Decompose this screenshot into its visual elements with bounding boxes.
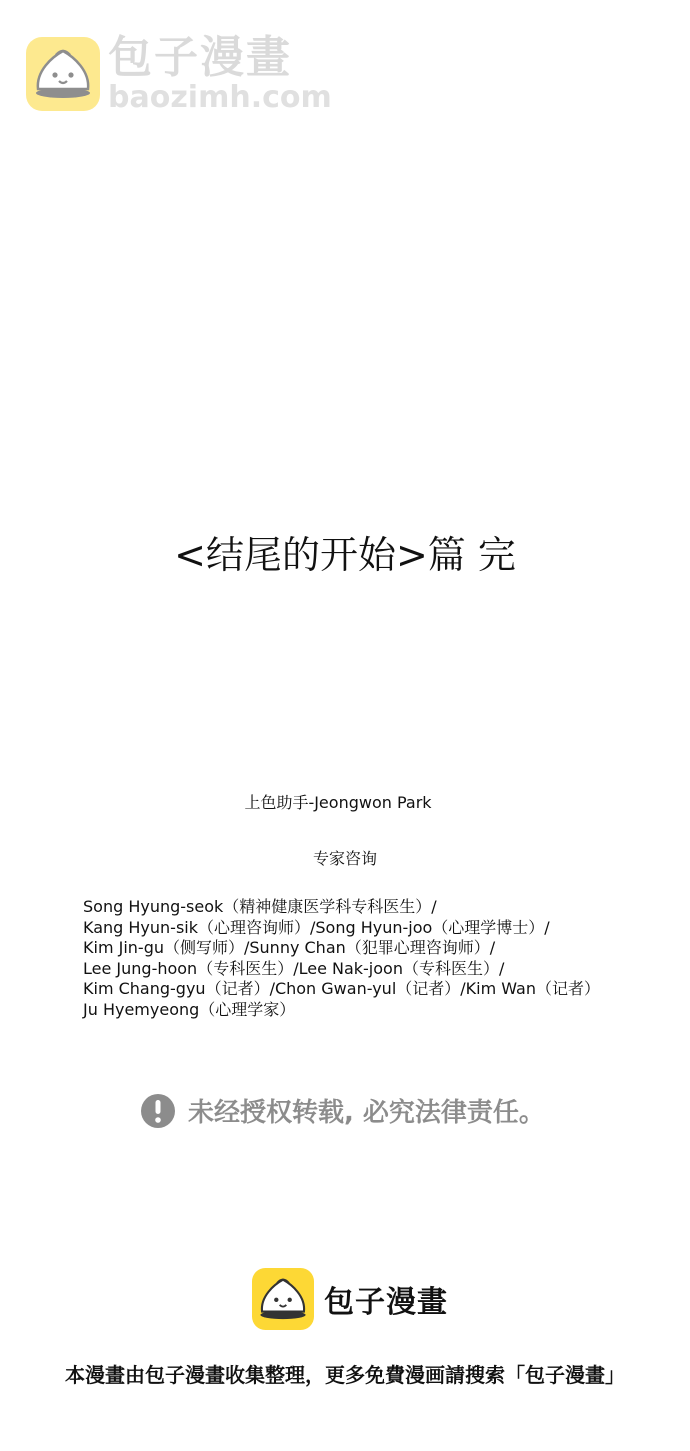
consultant-credits — [83, 897, 683, 1020]
credit-line: Song Hyung-seok（精神健康医学科专科医生）/ — [83, 897, 437, 916]
exclamation-circle-icon — [140, 1093, 176, 1129]
brand-logo — [252, 1268, 448, 1330]
credit-line: Lee Jung-hoon（专科医生）/Lee Nak-joon（专科医生）/ — [83, 958, 505, 978]
credit-line: Kim Chang-gyu（记者）/Chon Gwan-yul（记者）/Kim Wan（记者） — [83, 979, 601, 998]
credit-line: Kim Jin-gu（侧写师）/Sunny Chan（犯罪心理咨询师）/ — [83, 938, 496, 957]
watermark-name: 包子漫畫 — [108, 32, 292, 83]
bun-logo-icon — [26, 37, 100, 111]
copyright-notice-text: 未经授权转载, 必究法律责任。 — [188, 1098, 545, 1128]
brand-name: 包子漫畫 — [324, 1285, 448, 1320]
expert-consultation-heading: 专家咨询 — [312, 849, 377, 868]
watermark-url: baozimh.com — [108, 80, 332, 115]
credit-line: Kang Hyun-sik（心理咨询师）/Song Hyun-joo（心理学博士）/ — [83, 917, 550, 937]
copyright-notice — [140, 1092, 545, 1129]
bun-logo-icon — [252, 1268, 314, 1330]
credit-line: Ju Hyemyeong（心理学家） — [83, 999, 296, 1019]
chapter-end-title: <结尾的开始>篇 完 — [174, 533, 516, 577]
coloring-assistant-credit: 上色助手-Jeongwon Park — [244, 793, 432, 812]
footer-notice: 本漫畫由包子漫畫收集整理，更多免費漫画請搜索「包子漫畫」 — [65, 1363, 625, 1387]
watermark — [26, 34, 332, 114]
